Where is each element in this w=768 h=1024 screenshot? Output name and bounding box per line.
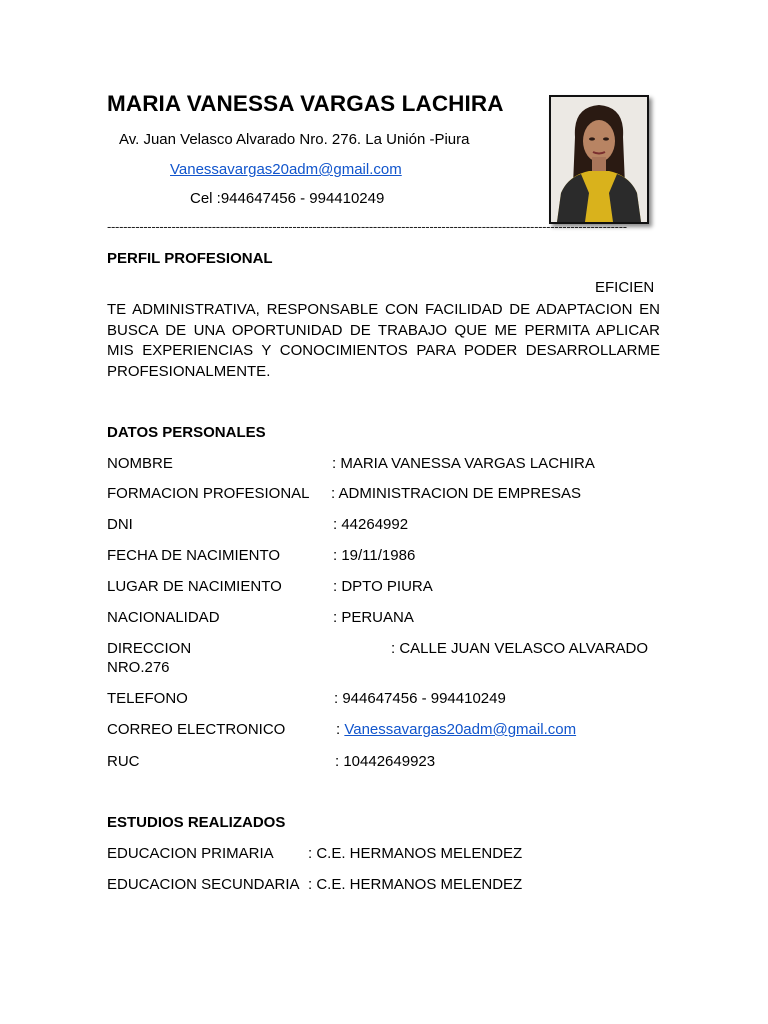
datos-value-direccion-cont: NRO.276 [107,659,170,676]
datos-value-nacionalidad: : PERUANA [333,609,414,626]
perfil-text: TE ADMINISTRATIVA, RESPONSABLE CON FACILIDAD DE ADAPTACION EN BUSCA DE UNA OPORTUNIDAD DE TRABAJO QUE ME PERMITA APLICAR MIS EXPERIENCIAS Y CONOCIMIENTOS PARA PODER DESARROLLARME PROFESIONALMENTE. [107,301,660,380]
datos-label-direccion: DIRECCION [107,640,192,657]
cel-phone-line: Cel :944647456 - 994410249 [190,190,385,207]
datos-label-ruc: RUC [107,753,140,770]
datos-heading: DATOS PERSONALES [107,424,266,441]
datos-value-telefono: : 944647456 - 994410249 [334,690,506,707]
datos-label-nacionalidad: NACIONALIDAD [107,609,220,626]
applicant-name: MARIA VANESSA VARGAS LACHIRA [107,91,504,116]
header-email-link[interactable]: Vanessavargas20adm@gmail.com [170,161,402,178]
estudios-label-primaria: EDUCACION PRIMARIA [107,845,274,862]
perfil-heading: PERFIL PROFESIONAL [107,250,273,267]
estudios-value-secundaria: : C.E. HERMANOS MELENDEZ [308,876,523,893]
datos-label-telefono: TELEFONO [107,690,188,707]
datos-value-ruc: : 10442649923 [335,753,436,770]
datos-label-nombre: NOMBRE [107,455,173,472]
estudios-value-primaria: : C.E. HERMANOS MELENDEZ [308,845,523,862]
correo-prefix: : [336,721,345,738]
datos-label-correo: CORREO ELECTRONICO [107,721,286,738]
address-line: Av. Juan Velasco Alvarado Nro. 276. La Unión -Piura [119,131,470,148]
perfil-first-fragment: EFICIEN [595,279,655,296]
estudios-label-secundaria: EDUCACION SECUNDARIA [107,876,300,893]
correo-email-link[interactable]: Vanessavargas20adm@gmail.com [344,721,577,738]
datos-value-fecha: : 19/11/1986 [333,547,416,564]
portrait-image [551,97,647,222]
datos-label-lugar: LUGAR DE NACIMIENTO [107,578,282,595]
datos-value-correo [336,721,576,738]
datos-label-formacion: FORMACION PROFESIONAL [107,485,310,502]
datos-label-dni: DNI [107,516,133,533]
datos-value-dni: : 44264992 [333,516,409,533]
profile-photo [549,95,649,224]
estudios-heading: ESTUDIOS REALIZADOS [107,814,286,831]
datos-value-lugar: : DPTO PIURA [333,578,433,595]
datos-value-formacion: : ADMINISTRACION DE EMPRESAS [331,485,582,502]
separator-rule: --------------------------------------------------------------------------------------------------------------------------------- [107,219,627,234]
datos-value-nombre: : MARIA VANESSA VARGAS LACHIRA [332,455,595,472]
datos-value-direccion: : CALLE JUAN VELASCO ALVARADO [391,640,649,657]
datos-label-fecha: FECHA DE NACIMIENTO [107,547,281,564]
